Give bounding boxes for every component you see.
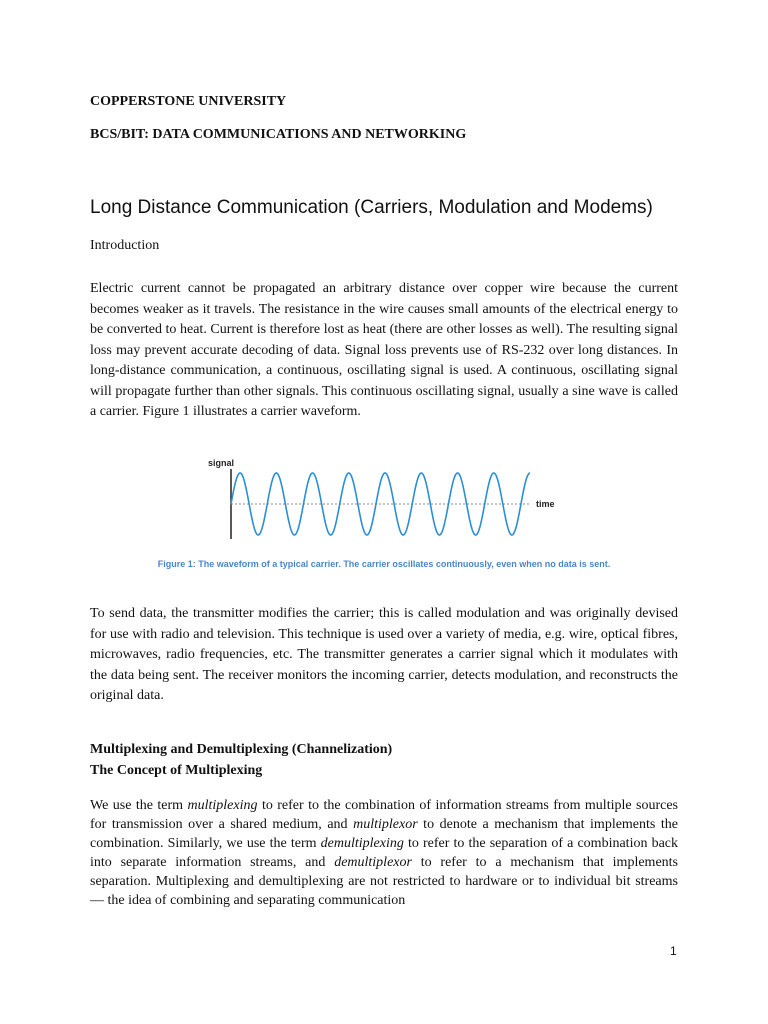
section-heading: Multiplexing and Demultiplexing (Channelization) bbox=[90, 742, 393, 757]
modulation-paragraph: To send data, the transmitter modifies the carrier; this is called modulation and was originally devised for use with radio and television. This technique is used over a variety of media, e.g. wire, optical fibres, microwaves, radio frequencies, etc. The transmitter generates a carrier signal which it modulates with the data being sent. The receiver monitors the incoming carrier, detects modulation, and reconstructs the original data. bbox=[90, 606, 678, 703]
text-run: to denote a mechanism that implements the combination. Similarly, we use the term bbox=[90, 817, 678, 851]
page-number: 1 bbox=[670, 944, 677, 958]
intro-heading: Introduction bbox=[90, 238, 160, 253]
carrier-waveform-svg bbox=[200, 447, 565, 547]
text-run: We use the term bbox=[90, 798, 188, 813]
multiplexing-paragraph bbox=[90, 796, 678, 910]
text-run: to refer to a mechanism that implements separation. Multiplexing and demultiplexing are not restricted to hardware or to individual bit streams — the idea of combining and separating communication bbox=[90, 855, 678, 908]
term-multiplexor: multiplexor bbox=[353, 817, 418, 832]
carrier-waveform-figure bbox=[200, 447, 565, 547]
subsection-heading: The Concept of Multiplexing bbox=[90, 763, 263, 778]
text-run: to refer to the combination of information streams from multiple sources for transmission over a shared medium, and bbox=[90, 798, 679, 832]
term-demultiplexor: demultiplexor bbox=[334, 855, 412, 870]
figure-caption: Figure 1: The waveform of a typical carrier. The carrier oscillates continuously, even when no data is sent. bbox=[157, 559, 611, 569]
signal-axis-label: signal bbox=[208, 458, 235, 468]
university-name: COPPERSTONE UNIVERSITY bbox=[90, 94, 287, 109]
text-run: to refer to the separation of a combination back into separate information streams, and bbox=[90, 836, 679, 870]
time-axis-label: time bbox=[536, 499, 555, 509]
intro-paragraph: Electric current cannot be propagated an arbitrary distance over copper wire because the current becomes weaker as it travels. The resistance in the wire causes small amounts of the electrical energy to be converted to heat. Current is therefore lost as heat (there are other losses as well). The resulting signal loss may prevent accurate decoding of data. Signal loss prevents use of RS-232 over long distances. In long-distance communication, a continuous, oscillating signal is used. A continuous, oscillating signal will propagate further than other signals. This continuous oscillating signal, usually a sine wave is called a carrier. Figure 1 illustrates a carrier waveform. bbox=[90, 281, 678, 419]
term-demultiplexing: demultiplexing bbox=[320, 836, 404, 851]
term-multiplexing: multiplexing bbox=[187, 798, 258, 813]
course-title: BCS/BIT: DATA COMMUNICATIONS AND NETWORKING bbox=[90, 127, 467, 142]
document-title: Long Distance Communication (Carriers, Modulation and Modems) bbox=[90, 197, 653, 218]
